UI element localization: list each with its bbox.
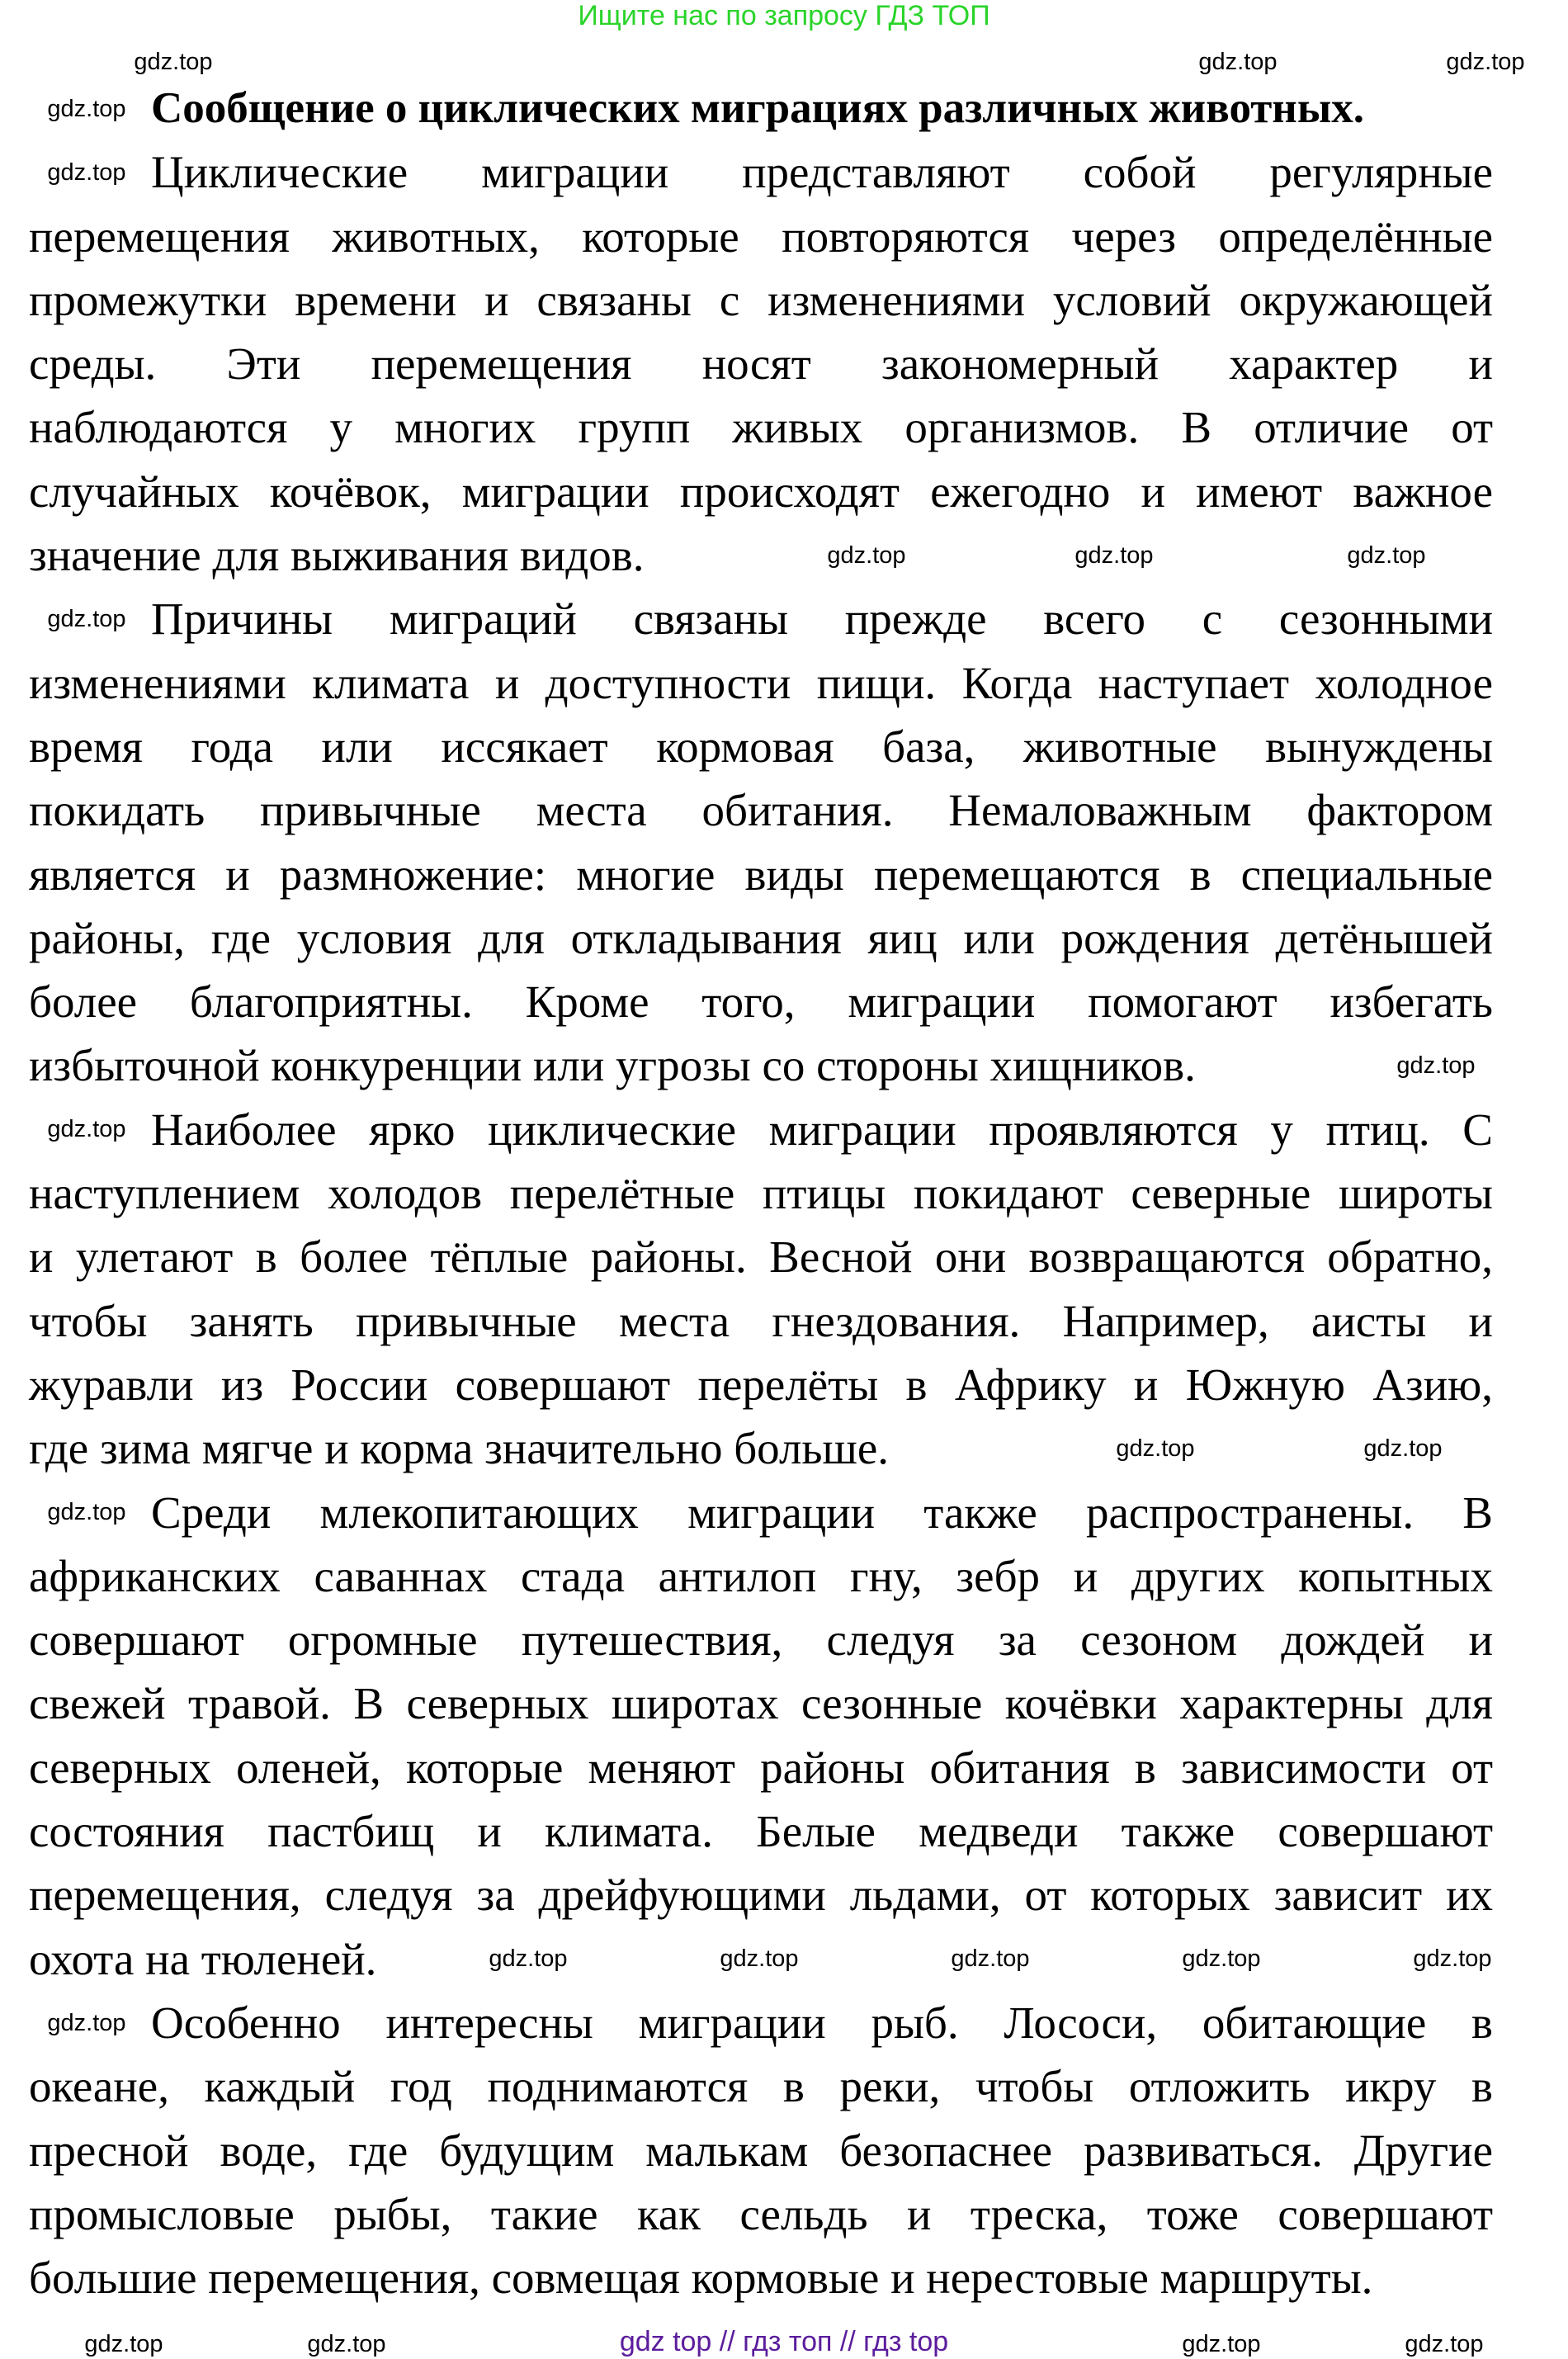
text-line: перемещения животных, которые повторяются через определённые — [29, 210, 1493, 262]
watermark: gdz.top — [1198, 49, 1278, 75]
text-line: Особенно интересны миграции рыб. Лососи, обитающие в — [151, 1997, 1493, 2048]
watermark: gdz.top — [1446, 49, 1525, 75]
text-line: Причины миграций связаны прежде всего с сезонными — [151, 593, 1493, 645]
text-line: африканских саваннах стада антилоп гну, зебр и других копытных — [29, 1550, 1493, 1601]
text-line: северных оленей, которые меняют районы обитания в зависимости от — [29, 1742, 1493, 1793]
text-line: значение для выживания видов. — [29, 530, 645, 581]
text-line: свежей травой. В северных широтах сезонные кочёвки характерны для — [29, 1678, 1493, 1729]
watermark: gdz.top — [47, 2009, 126, 2036]
text-line: совершают огромные путешествия, следуя за сезоном дождей и — [29, 1614, 1493, 1666]
text-line: районы, где условия для откладывания яиц или рождения детёнышей — [29, 912, 1493, 963]
document-body — [29, 77, 1493, 2309]
text-line: избыточной конкуренции или угрозы со стороны хищников. — [29, 1040, 1196, 1091]
text-line: покидать привычные места обитания. Немаловажным фактором — [29, 785, 1493, 836]
watermark: gdz.top — [1074, 541, 1154, 569]
text-line: перемещения, следуя за дрейфующими льдами, от которых зависит их — [29, 1870, 1493, 1921]
watermark: gdz.top — [1363, 1435, 1443, 1462]
text-line: более благоприятны. Кроме того, миграции помогают избегать — [29, 976, 1493, 1028]
text-line: большие перемещения, совмещая кормовые и нерестовые маршруты. — [29, 2253, 1373, 2304]
text-line: случайных кочёвок, миграции происходят ежегодно и имеют важное — [29, 466, 1493, 517]
watermark: gdz.top — [951, 1945, 1030, 1973]
text-line: чтобы занять привычные места гнездования. Например, аисты и — [29, 1295, 1493, 1346]
watermark: gdz.top — [47, 158, 126, 186]
text-line: наступлением холодов перелётные птицы покидают северные широты — [29, 1168, 1493, 1219]
watermark: gdz.top — [1396, 1052, 1476, 1080]
watermark: gdz.top — [1182, 1945, 1261, 1973]
watermark: gdz.top — [489, 1945, 568, 1973]
text-line: изменениями климата и доступности пищи. Когда наступает холодное — [29, 657, 1493, 708]
watermark: gdz.top — [307, 2331, 386, 2357]
text-line: время года или иссякает кормовая база, животные вынуждены — [29, 721, 1493, 772]
watermark: gdz.top — [134, 49, 213, 75]
watermark: gdz.top — [47, 606, 126, 633]
text-line: пресной воде, где будущим малькам безопаснее развиваться. Другие — [29, 2125, 1493, 2176]
watermark: gdz.top — [720, 1945, 799, 1973]
text-line: является и размножение: многие виды перемещаются в специальные — [29, 849, 1493, 900]
text-line: Среди млекопитающих миграции также распространены. В — [151, 1487, 1493, 1538]
watermark: gdz.top — [827, 541, 906, 569]
watermark: gdz.top — [1182, 2331, 1261, 2357]
text-line: Наиболее ярко циклические миграции проявляются у птиц. С — [151, 1104, 1493, 1155]
document-title: Сообщение о циклических миграциях различных животных. — [151, 84, 1364, 132]
bottom-banner: gdz top // гдз топ // гдз top — [619, 2326, 949, 2357]
paragraph — [29, 1098, 1493, 1481]
paragraph — [29, 587, 1493, 1097]
text-line: промежутки времени и связаны с изменениями условий окружающей — [29, 274, 1493, 325]
watermark: gdz.top — [47, 95, 126, 122]
text-line: Циклические миграции представляют собой регулярные — [151, 147, 1493, 198]
watermark: gdz.top — [1413, 1945, 1492, 1973]
text-line: наблюдаются у многих групп живых организмов. В отличие от — [29, 402, 1493, 453]
text-line: журавли из России совершают перелёты в Африку и Южную Азию, — [29, 1359, 1493, 1410]
text-line: охота на тюленей. — [29, 1933, 377, 1984]
paragraph — [29, 1991, 1493, 2309]
text-line: среды. Эти перемещения носят закономерный характер и — [29, 338, 1493, 390]
text-line: где зима мягче и корма значительно больше. — [29, 1423, 889, 1474]
text-line: и улетают в более тёплые районы. Весной они возвращаются обратно, — [29, 1232, 1493, 1283]
paragraphs — [29, 140, 1493, 2309]
text-line: промысловые рыбы, такие как сельдь и треска, тоже совершают — [29, 2188, 1493, 2239]
watermark: gdz.top — [84, 2331, 163, 2357]
paragraph — [29, 1481, 1493, 1991]
watermark: gdz.top — [47, 1499, 126, 1526]
text-line: состояния пастбищ и климата. Белые медведи также совершают — [29, 1806, 1493, 1857]
top-banner: Ищите нас по запросу ГДЗ ТОП — [578, 0, 990, 31]
watermark: gdz.top — [1116, 1435, 1195, 1462]
watermark: gdz.top — [47, 1116, 126, 1143]
paragraph — [29, 140, 1493, 587]
watermark: gdz.top — [1347, 541, 1426, 569]
text-line: океане, каждый год поднимаются в реки, чтобы отложить икру в — [29, 2061, 1493, 2112]
watermark: gdz.top — [1405, 2331, 1484, 2357]
